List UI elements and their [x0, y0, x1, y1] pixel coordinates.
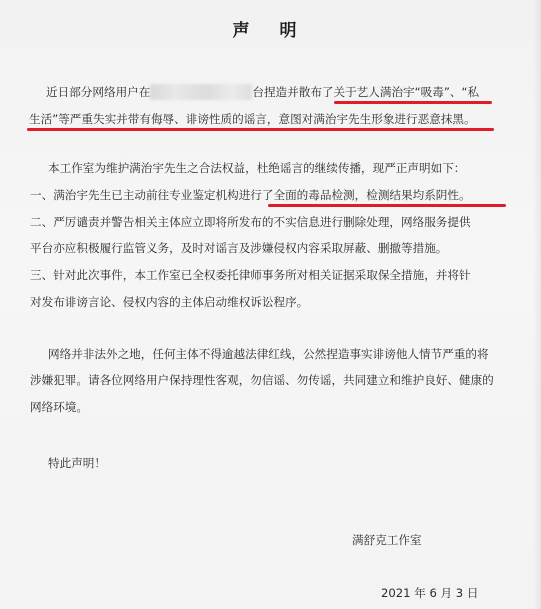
signature: 满舒克工作室: [352, 533, 422, 547]
para3-line2: 涉嫌犯罪。请各位网络用户保持理性客观，勿信谣、勿传谣，共同建立和维护良好、健康的: [30, 373, 494, 387]
para2-item3-line1: 三、针对此次事件，本工作室已全权委托律师事务所对相关证据采取保全措施，并将针: [30, 268, 471, 282]
closing-text: 特此声明！: [48, 456, 106, 470]
para2-item1: 一、满治宇先生已主动前往专业鉴定机构进行了全面的毒品检测，检测结果均系阴性。: [30, 188, 471, 202]
para2-item2-line2: 平台亦应积极履行监管义务，及时对谣言及涉嫌侵权内容采取屏蔽、删撤等措施。: [30, 241, 448, 255]
para1-line1-before: 近日部分网络用户在: [46, 85, 151, 99]
para2-intro: 本工作室为维护满治宇先生之合法权益，杜绝谣言的继续传播，现严正声明如下：: [48, 161, 466, 175]
para1-line1: [46, 84, 479, 100]
document-title: 声 明: [232, 21, 309, 41]
para1-line1-after: 台捏造并散布了关于艺人满治宇“吸毒”、“私: [252, 85, 480, 99]
document-date: 2021 年 6 月 3 日: [381, 586, 479, 600]
para2-item2-line1: 二、严厉谴责并警告相关主体应立即将所发布的不实信息进行删除处理，网络服务提供: [30, 215, 471, 229]
red-highlight-underline-2: [27, 128, 494, 131]
redacted-region: [150, 84, 252, 100]
para3-line1: 网络并非法外之地，任何主体不得逾越法律红线，公然捏造事实诽谤他人情节严重的将: [48, 347, 489, 361]
para2-item3-line2: 对发布诽谤言论、侵权内容的主体启动维权诉讼程序。: [30, 295, 309, 309]
page-edge-shadow: [533, 0, 541, 609]
red-highlight-underline-1: [334, 101, 492, 104]
para3-line3: 网络环境。: [30, 400, 88, 414]
para1-line2: 生活”等严重失实并带有侮辱、诽谤性质的谣言，意图对满治宇先生形象进行恶意抹黑。: [29, 112, 476, 126]
red-highlight-underline-3: [268, 204, 506, 207]
